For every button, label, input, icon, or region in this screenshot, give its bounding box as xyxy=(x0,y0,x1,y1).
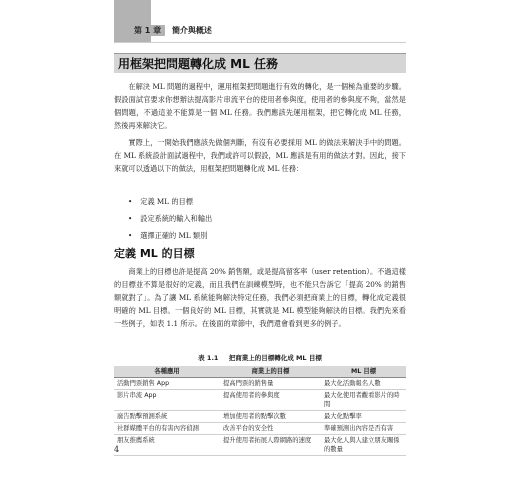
table-row xyxy=(114,378,406,390)
table-cell: 增加使用者的點擊次數 xyxy=(220,411,321,423)
body-paragraph: 在解決 ML 問題的過程中，運用框架把問題進行有效的轉化，是一個極為重要的步驟。假設面試官要求你想辦法提高影片串流平台的使用者參與度，使用者的參與度不夠，當然是個問題，不過這並不能算是一個 ML 任務。我們應該先運用框架，把它轉化成 ML 任務，然後再來解決它。 xyxy=(114,82,406,130)
chapter-title: 簡介與概述 xyxy=(171,26,212,35)
table-cell: 朋友推薦系統 xyxy=(114,435,220,456)
table-cell: 最大化人與人建立朋友關係的數量 xyxy=(321,435,406,456)
chapter-number: 第 1 章 xyxy=(130,25,165,36)
table-cell: 準確預測出內容是否有害 xyxy=(321,423,406,435)
table-cell: 最大化點擊率 xyxy=(321,411,406,423)
bullet-item: • 設定系統的輸入和輸出 xyxy=(128,210,212,227)
table-row xyxy=(114,390,406,411)
table-caption xyxy=(114,353,406,362)
bullet-list xyxy=(128,193,212,244)
table-cell: 最大化活動報名人數 xyxy=(321,378,406,390)
table-caption-number: 表 1.1 xyxy=(198,354,219,362)
table-cell: 改善平台的安全性 xyxy=(220,423,321,435)
bullet-item: • 選擇正確的 ML 類別 xyxy=(128,227,212,244)
header-divider xyxy=(114,42,406,43)
table-cell: 影片串流 App xyxy=(114,390,220,411)
chapter-header xyxy=(130,25,212,36)
page-number: 4 xyxy=(114,445,120,454)
table-cell: 提高使用者的參與度 xyxy=(220,390,321,411)
table-row xyxy=(114,411,406,423)
bullet-item: • 定義 ML 的目標 xyxy=(128,193,212,210)
table-cell: 廣告點擊預測系統 xyxy=(114,411,220,423)
table-cell: 社群媒體平台的有害內容偵測 xyxy=(114,423,220,435)
table-cell: 活動門票銷售 App xyxy=(114,378,220,390)
section-title: 用框架把問題轉化成 ML 任務 xyxy=(114,53,406,73)
goals-table xyxy=(114,366,406,456)
table-cell: 最大化使用者觀看影片的時間 xyxy=(321,390,406,411)
table-cell: 提升使用者拓展人際網路的速度 xyxy=(220,435,321,456)
column-header: ML 目標 xyxy=(321,366,406,378)
column-header: 各種應用 xyxy=(114,366,220,378)
table-cell: 提高門票的銷售量 xyxy=(220,378,321,390)
column-header: 商業上的目標 xyxy=(220,366,321,378)
subsection-heading: 定義 ML 的目標 xyxy=(114,247,195,260)
table-header-row xyxy=(114,366,406,378)
body-paragraph: 實際上，一開始我們應該先做個判斷，有沒有必要採用 ML 的做法來解決手中的問題。在 ML 系統設計面試過程中，我們或許可以假設，ML 應該是有用的做法才對。因此，接下來就可以透過以下的做法，用框架把問題轉化成 ML 任務： xyxy=(114,138,406,173)
table-row xyxy=(114,435,406,456)
body-paragraph: 商業上的目標也許是提高 20% 銷售額，或是提高留客率（user retention）。不過這樣的目標並不算是很好的定義，而且我們在訓練模型時，也不能只告訴它「提高 20% 的銷售額就對了」。為了讓 ML 系統能夠解決特定任務，我們必須把商業上的目標，轉化成定義很明確的 ML 目標。一個良好的 ML 目標，其實就是 ML 模型能夠解決的目標。我們先來看一些例子，如表 1.1 所示。在後面的章節中，我們還會看到更多的例子。 xyxy=(114,267,406,328)
table-row xyxy=(114,423,406,435)
table-caption-title: 把商業上的目標轉化成 ML 目標 xyxy=(228,354,322,362)
